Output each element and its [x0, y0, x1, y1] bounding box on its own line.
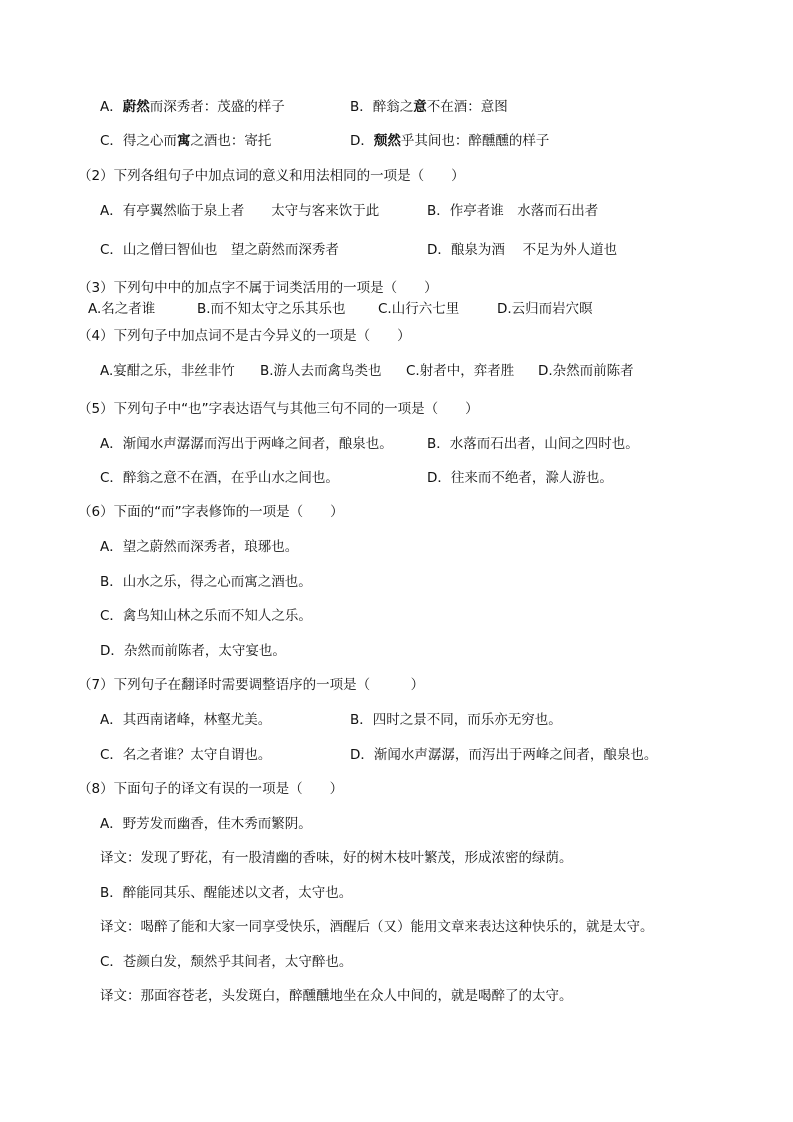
q3-option-b: B.而不知太守之乐其乐也	[197, 301, 346, 317]
q2-stem: （2）下列各组句子中加点词的意义和用法相同的一项是（ ）	[78, 168, 465, 184]
q8-stem: （8）下面句子的译文有误的一项是（ ）	[78, 781, 344, 797]
q5-stem: （5）下列句子中“也”字表达语气与其他三句不同的一项是（ ）	[78, 401, 479, 417]
q7-option-c: C．名之者谁？太守自谓也。	[100, 747, 272, 763]
q3-option-a: A.名之者谁	[88, 301, 156, 317]
q3-option-c: C.山行六七里	[378, 301, 460, 317]
q2-option-d: D．酿泉为酒 不足为外人道也	[427, 242, 618, 258]
q4-option-b: B.游人去而禽鸟类也	[260, 363, 382, 379]
q7-option-a: A．其西南诸峰，林壑尤美。	[100, 712, 272, 728]
q3-stem: （3）下列句中中的加点字不属于词类活用的一项是（ ）	[78, 280, 438, 296]
q5-option-a: A．渐闻水声潺潺而泻出于两峰之间者，酿泉也。	[100, 436, 393, 452]
q6-option-c: C．禽鸟知山林之乐而不知人之乐。	[100, 608, 312, 624]
q8-option-b-translation: 译文：喝醉了能和大家一同享受快乐，酒醒后（又）能用文章来表达这种快乐的，就是太守。	[100, 919, 654, 935]
q2-option-b: B．作亭者谁 水落而石出者	[427, 203, 599, 219]
q6-option-a: A．望之蔚然而深秀者，琅琊也。	[100, 539, 299, 555]
q4-option-d: D.杂然而前陈者	[538, 363, 634, 379]
q5-option-c: C．醉翁之意不在酒，在乎山水之间也。	[100, 470, 339, 486]
q1-option-b: B．醉翁之意不在酒：意图	[350, 99, 508, 115]
q1-option-a: A．蔚然而深秀者：茂盛的样子	[100, 99, 285, 115]
q8-option-c: C．苍颜白发，颓然乎其间者，太守醉也。	[100, 954, 353, 970]
q7-stem: （7）下列句子在翻译时需要调整语序的一项是（ ）	[78, 677, 425, 693]
q6-option-d: D．杂然而前陈者，太守宴也。	[100, 643, 286, 659]
q8-option-a: A．野芳发而幽香，佳木秀而繁阴。	[100, 816, 312, 832]
q5-option-b: B．水落而石出者，山间之四时也。	[427, 436, 639, 452]
q7-option-b: B．四时之景不同，而乐亦无穷也。	[350, 712, 562, 728]
q4-stem: （4）下列句子中加点词不是古今异义的一项是（ ）	[78, 328, 411, 344]
q3-option-d: D.云归而岩穴暝	[497, 301, 593, 317]
q7-option-d: D．渐闻水声潺潺，而泻出于两峰之间者，酿泉也。	[350, 747, 658, 763]
q8-option-a-translation: 译文：发现了野花，有一股清幽的香味，好的树木枝叶繁茂，形成浓密的绿荫。	[100, 850, 573, 866]
q8-option-c-translation: 译文：那面容苍老，头发斑白，醉醺醺地坐在众人中间的，就是喝醉了的太守。	[100, 988, 573, 1004]
q6-stem: （6）下面的“而”字表修饰的一项是（ ）	[78, 504, 344, 520]
q5-option-d: D．往来而不绝者，滁人游也。	[427, 470, 613, 486]
q2-option-a: A．有亭翼然临于泉上者 太守与客来饮于此	[100, 203, 380, 219]
q1-option-d: D．颓然乎其间也：醉醺醺的样子	[350, 133, 550, 149]
q1-option-c: C．得之心而寓之酒也：寄托	[100, 133, 272, 149]
q6-option-b: B．山水之乐，得之心而寓之酒也。	[100, 574, 312, 590]
q4-option-c: C.射者中，弈者胜	[406, 363, 515, 379]
q4-option-a: A.宴酣之乐，非丝非竹	[100, 363, 235, 379]
q2-option-c: C．山之僧曰智仙也 望之蔚然而深秀者	[100, 242, 339, 258]
q8-option-b: B．醉能同其乐、醒能述以文者，太守也。	[100, 885, 353, 901]
